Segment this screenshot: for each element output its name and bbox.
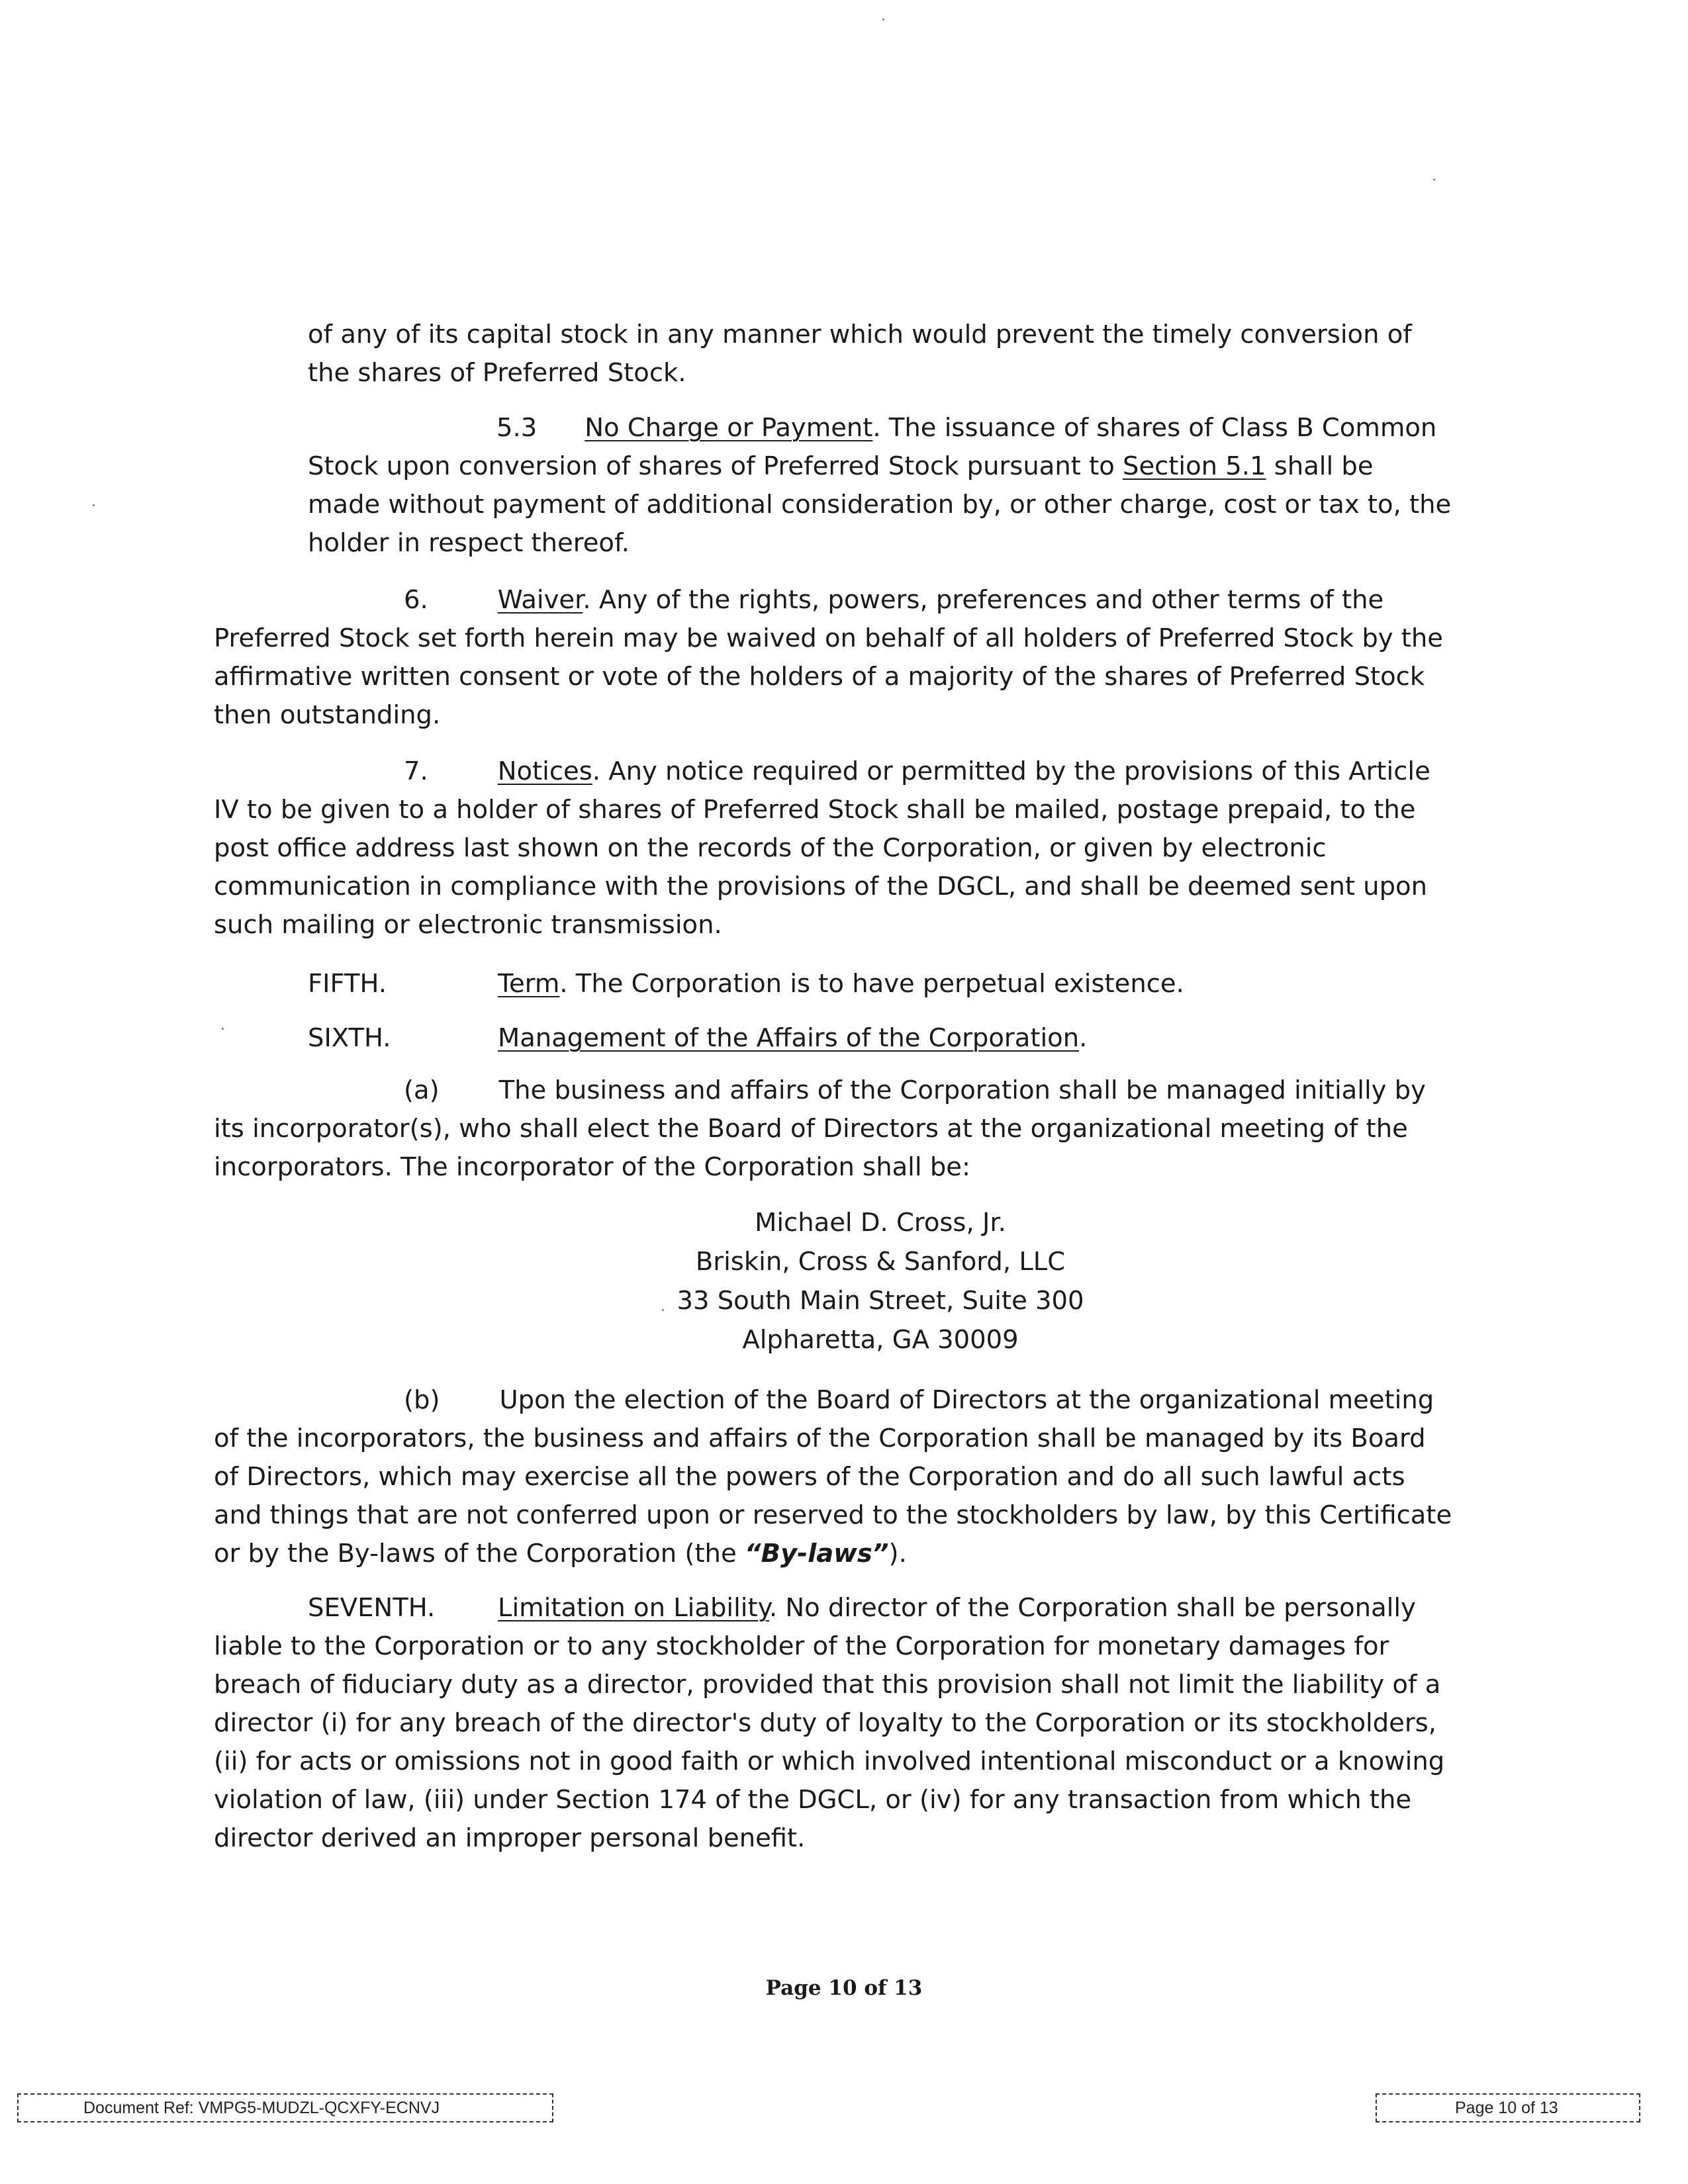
article-heading: Limitation on Liability (498, 1593, 769, 1623)
subsection-b: (b) Upon the election of the Board of Directors at the organizational meeting of the incorporators, the business and affairs of the Corporation shall be managed by its Board of Directors, which may exercise all the powers of the Corporation and do all such lawful acts and things that are not conferred upon or reserved to the stockholders by law, by this Certificate or by the By-laws of the Corporation (the “By-laws”). (214, 1385, 1452, 1569)
address-line: 33 South Main Street, Suite 300 (677, 1286, 1084, 1316)
article-label: SIXTH. (308, 1023, 391, 1053)
section-7-notices: 7. Notices. Any notice required or permitted by the provisions of this Article IV to be given to a holder of shares of Preferred Stock shall be mailed, postage prepaid, to the post office address last shown on the records of the Corporation, or given by electronic communication in compliance with the provisions of the DGCL, and shall be deemed sent upon such mailing or electronic transmission. (214, 756, 1430, 940)
section-heading: No Charge or Payment (585, 413, 873, 443)
article-heading: Term (498, 969, 560, 999)
page-stamp-text: Page 10 of 13 (1455, 2098, 1558, 2117)
subsection-label: (a) (404, 1075, 440, 1105)
section-heading: Waiver (497, 585, 583, 615)
section-5-3: 5.3 No Charge or Payment. The issuance of shares of Class B Common Stock upon conversion of shares of Preferred Stock pursuant to Section 5.1 shall be made without payment of additional consideration by, or other charge, cost or tax to, the holder in respect thereof. (308, 413, 1452, 558)
document-ref-stamp (17, 2093, 553, 2122)
scan-speck (93, 504, 95, 506)
subsection-label: (b) (404, 1385, 440, 1415)
scan-speck (222, 1028, 224, 1030)
subsection-a: (a) The business and affairs of the Corporation shall be managed initially by its incorporator(s), who shall elect the Board of Directors at the organizational meeting of the incorporators. The incorporator of the Corporation shall be: (214, 1075, 1426, 1182)
address-line: Michael D. Cross, Jr. (755, 1208, 1006, 1238)
scan-speck (1433, 179, 1435, 181)
scan-speck (662, 1309, 664, 1311)
article-label: FIFTH. (308, 969, 387, 999)
address-line: Alpharetta, GA 30009 (742, 1325, 1019, 1355)
section-reference-link: Section 5.1 (1123, 451, 1266, 481)
article-seventh: SEVENTH. Limitation on Liability. No director of the Corporation shall be personally liable to the Corporation or to any stockholder of the Corporation for monetary damages for breach of fiduciary duty as a director, provided that this provision shall not limit the liability of a director (i) for any breach of the director's duty of loyalty to the Corporation or its stockholders, (ii) for acts or omissions not in good faith or which involved intentional misconduct or a knowing violation of law, (iii) under Section 174 of the DGCL, or (iv) for any transaction from which the director derived an improper personal benefit. (214, 1589, 1453, 1858)
article-label: SEVENTH. (308, 1593, 436, 1623)
page-number: Page 10 of 13 (765, 1976, 923, 2000)
address-line: Briskin, Cross & Sanford, LLC (695, 1247, 1066, 1277)
article-fifth: FIFTH. Term. The Corporation is to have perpetual existence. (308, 965, 1453, 1003)
incorporator-address (530, 1203, 1231, 1359)
scan-speck (882, 19, 884, 21)
section-number: 5.3 (496, 413, 538, 443)
section-number: 7. (404, 756, 428, 786)
section-number: 6. (404, 585, 428, 615)
article-sixth: SIXTH. Management of the Affairs of the Corporation. (308, 1019, 1453, 1058)
article-heading: Management of the Affairs of the Corporation (498, 1023, 1080, 1053)
section-heading: Notices (497, 756, 592, 786)
document-ref-text: Document Ref: VMPG5-MUDZL-QCXFY-ECNVJ (83, 2098, 440, 2117)
section-6-waiver: 6. Waiver. Any of the rights, powers, preferences and other terms of the Preferred Stock set forth herein may be waived on behalf of all holders of Preferred Stock by the affirmative written consent or vote of the holders of a majority of the shares of Preferred Stock then outstanding. (214, 585, 1443, 730)
page-stamp (1376, 2093, 1640, 2122)
defined-term: “By-laws” (744, 1539, 889, 1569)
paragraph-continuation: of any of its capital stock in any manner which would prevent the timely conversion of the shares of Preferred Stock. (308, 320, 1412, 388)
